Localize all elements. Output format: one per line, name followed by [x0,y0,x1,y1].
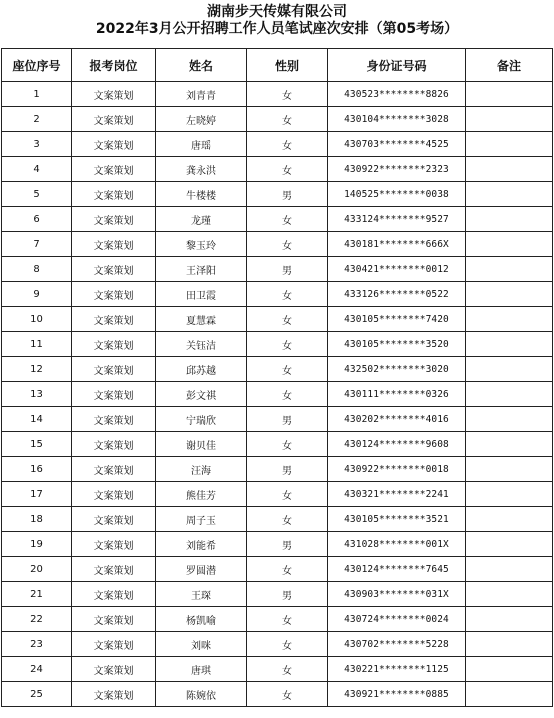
cell-seat: 1 [2,82,72,107]
cell-seat: 21 [2,582,72,607]
cell-id-number: 430724********0024 [328,607,466,632]
cell-seat: 7 [2,232,72,257]
cell-gender: 女 [247,232,328,257]
table-row [2,507,553,532]
cell-gender: 女 [247,432,328,457]
cell-post: 文案策划 [72,357,156,382]
cell-post: 文案策划 [72,332,156,357]
cell-note [466,257,553,282]
cell-note [466,582,553,607]
cell-post: 文案策划 [72,657,156,682]
table-body [2,82,553,707]
cell-seat: 13 [2,382,72,407]
cell-post: 文案策划 [72,82,156,107]
cell-note [466,232,553,257]
cell-post: 文案策划 [72,632,156,657]
cell-note [466,482,553,507]
cell-post: 文案策划 [72,482,156,507]
cell-post: 文案策划 [72,132,156,157]
cell-id-number: 430104********3028 [328,107,466,132]
cell-gender: 女 [247,357,328,382]
schedule-title: 2022年3月公开招聘工作人员笔试座次安排（第05考场） [95,21,459,37]
cell-name: 周子玉 [156,507,247,532]
cell-id-number: 430221********1125 [328,657,466,682]
cell-gender: 女 [247,507,328,532]
table-row [2,282,553,307]
cell-id-number: 430111********0326 [328,382,466,407]
cell-note [466,432,553,457]
cell-note [466,332,553,357]
cell-name: 黎玉玲 [156,232,247,257]
cell-gender: 女 [247,282,328,307]
cell-id-number: 430903********031X [328,582,466,607]
table-row [2,307,553,332]
cell-gender: 女 [247,607,328,632]
cell-id-number: 430702********5228 [328,632,466,657]
cell-id-number: 430124********9608 [328,432,466,457]
cell-gender: 女 [247,657,328,682]
cell-seat: 8 [2,257,72,282]
cell-note [466,157,553,182]
table-row [2,107,553,132]
table-row [2,132,553,157]
cell-note [466,457,553,482]
cell-note [466,132,553,157]
cell-id-number: 430922********0018 [328,457,466,482]
cell-gender: 男 [247,582,328,607]
cell-id-number: 430181********666X [328,232,466,257]
cell-seat: 12 [2,357,72,382]
cell-name: 熊佳芳 [156,482,247,507]
cell-seat: 9 [2,282,72,307]
cell-seat: 10 [2,307,72,332]
table-row [2,682,553,707]
cell-name: 关钰洁 [156,332,247,357]
table-row [2,357,553,382]
cell-post: 文案策划 [72,232,156,257]
cell-post: 文案策划 [72,582,156,607]
cell-id-number: 140525********0038 [328,182,466,207]
cell-post: 文案策划 [72,607,156,632]
cell-id-number: 430523********8826 [328,82,466,107]
table-row [2,607,553,632]
cell-note [466,507,553,532]
table-row [2,632,553,657]
cell-seat: 18 [2,507,72,532]
cell-gender: 女 [247,682,328,707]
cell-gender: 女 [247,382,328,407]
cell-id-number: 431028********001X [328,532,466,557]
cell-post: 文案策划 [72,457,156,482]
cell-gender: 女 [247,82,328,107]
cell-seat: 14 [2,407,72,432]
table-row [2,382,553,407]
cell-name: 刘咪 [156,632,247,657]
table-row [2,557,553,582]
cell-note [466,382,553,407]
cell-gender: 女 [247,157,328,182]
cell-name: 陈婉依 [156,682,247,707]
cell-post: 文案策划 [72,432,156,457]
table-row [2,257,553,282]
cell-id-number: 430105********3520 [328,332,466,357]
cell-name: 左晓婷 [156,107,247,132]
cell-post: 文案策划 [72,207,156,232]
cell-note [466,532,553,557]
cell-seat: 2 [2,107,72,132]
table-row [2,82,553,107]
cell-note [466,107,553,132]
header-seat: 座位序号 [2,49,72,82]
cell-name: 彭文祺 [156,382,247,407]
company-title: 湖南步天传媒有限公司 [207,4,347,20]
cell-name: 王琛 [156,582,247,607]
cell-seat: 23 [2,632,72,657]
cell-seat: 20 [2,557,72,582]
cell-note [466,307,553,332]
header-post: 报考岗位 [72,49,156,82]
cell-note [466,607,553,632]
cell-id-number: 430105********3521 [328,507,466,532]
cell-seat: 25 [2,682,72,707]
cell-post: 文案策划 [72,682,156,707]
cell-gender: 女 [247,207,328,232]
cell-seat: 17 [2,482,72,507]
table-row [2,207,553,232]
cell-name: 龙瑾 [156,207,247,232]
cell-seat: 3 [2,132,72,157]
cell-note [466,657,553,682]
table-header-row [2,49,553,82]
cell-gender: 男 [247,457,328,482]
cell-note [466,557,553,582]
cell-note [466,407,553,432]
cell-post: 文案策划 [72,407,156,432]
cell-id-number: 430421********0012 [328,257,466,282]
cell-name: 刘能希 [156,532,247,557]
cell-post: 文案策划 [72,107,156,132]
cell-id-number: 430921********0885 [328,682,466,707]
cell-name: 王泽阳 [156,257,247,282]
cell-note [466,357,553,382]
cell-gender: 男 [247,257,328,282]
cell-name: 田卫霞 [156,282,247,307]
cell-gender: 男 [247,182,328,207]
table-row [2,457,553,482]
header-gender: 性别 [247,49,328,82]
cell-gender: 女 [247,632,328,657]
cell-name: 杨凯喻 [156,607,247,632]
table-row [2,407,553,432]
cell-post: 文案策划 [72,307,156,332]
table-row [2,182,553,207]
cell-gender: 女 [247,557,328,582]
cell-id-number: 433124********9527 [328,207,466,232]
cell-name: 唐瑶 [156,132,247,157]
cell-note [466,82,553,107]
cell-id-number: 430321********2241 [328,482,466,507]
cell-post: 文案策划 [72,257,156,282]
cell-seat: 5 [2,182,72,207]
cell-seat: 22 [2,607,72,632]
cell-name: 夏慧霖 [156,307,247,332]
cell-gender: 女 [247,107,328,132]
cell-note [466,207,553,232]
cell-note [466,182,553,207]
cell-name: 汪海 [156,457,247,482]
cell-name: 宁瑞欣 [156,407,247,432]
cell-gender: 女 [247,307,328,332]
cell-note [466,282,553,307]
header-name: 姓名 [156,49,247,82]
cell-name: 邱苏越 [156,357,247,382]
table-row [2,482,553,507]
cell-gender: 女 [247,332,328,357]
cell-gender: 男 [247,407,328,432]
cell-post: 文案策划 [72,557,156,582]
cell-post: 文案策划 [72,532,156,557]
table-row [2,657,553,682]
cell-post: 文案策划 [72,382,156,407]
cell-note [466,682,553,707]
cell-seat: 6 [2,207,72,232]
cell-name: 罗圆潜 [156,557,247,582]
header-note: 备注 [466,49,553,82]
cell-seat: 24 [2,657,72,682]
cell-note [466,632,553,657]
cell-post: 文案策划 [72,282,156,307]
cell-gender: 男 [247,532,328,557]
cell-gender: 女 [247,482,328,507]
cell-seat: 19 [2,532,72,557]
cell-id-number: 430105********7420 [328,307,466,332]
cell-seat: 11 [2,332,72,357]
cell-id-number: 430202********4016 [328,407,466,432]
table-row [2,332,553,357]
table-row [2,532,553,557]
cell-post: 文案策划 [72,507,156,532]
cell-name: 谢贝佳 [156,432,247,457]
cell-name: 龚永洪 [156,157,247,182]
cell-id-number: 432502********3020 [328,357,466,382]
seating-table [1,48,553,707]
header-id-number: 身份证号码 [328,49,466,82]
table-row [2,232,553,257]
table-row [2,582,553,607]
cell-name: 牛楼楼 [156,182,247,207]
cell-seat: 15 [2,432,72,457]
cell-name: 刘青青 [156,82,247,107]
cell-seat: 4 [2,157,72,182]
cell-name: 唐琪 [156,657,247,682]
cell-post: 文案策划 [72,182,156,207]
cell-id-number: 430922********2323 [328,157,466,182]
cell-gender: 女 [247,132,328,157]
cell-id-number: 433126********0522 [328,282,466,307]
cell-post: 文案策划 [72,157,156,182]
table-row [2,432,553,457]
cell-id-number: 430703********4525 [328,132,466,157]
cell-id-number: 430124********7645 [328,557,466,582]
cell-seat: 16 [2,457,72,482]
table-row [2,157,553,182]
